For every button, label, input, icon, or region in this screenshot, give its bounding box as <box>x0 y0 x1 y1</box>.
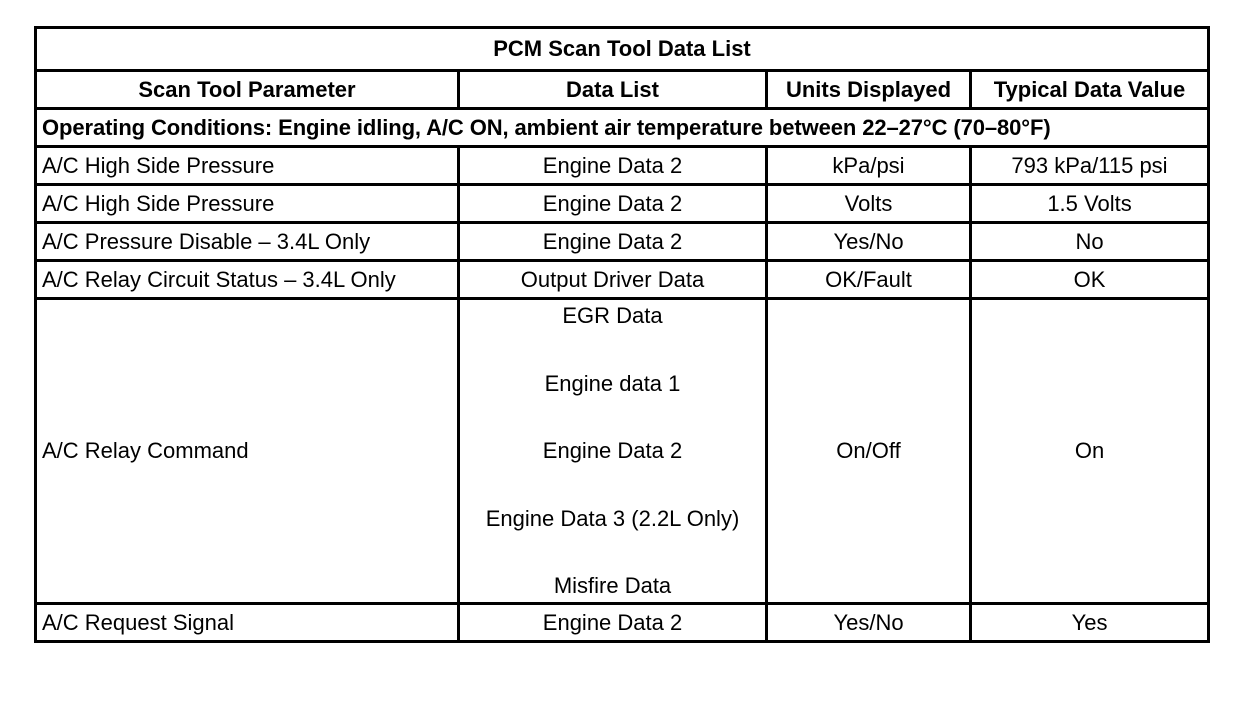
cell-data-list: Output Driver Data <box>459 261 767 299</box>
cell-data-list: Engine Data 2 <box>459 604 767 642</box>
cell-parameter: A/C Pressure Disable – 3.4L Only <box>36 223 459 261</box>
cell-units: Yes/No <box>767 223 971 261</box>
cell-typical-value: No <box>971 223 1209 261</box>
cell-data-list: Engine Data 2 <box>459 223 767 261</box>
table-row <box>36 147 1209 185</box>
cell-units: kPa/psi <box>767 147 971 185</box>
table-row <box>36 261 1209 299</box>
cell-units: OK/Fault <box>767 261 971 299</box>
table-row <box>36 223 1209 261</box>
cell-parameter: A/C High Side Pressure <box>36 147 459 185</box>
table-header-row <box>36 71 1209 109</box>
cell-units: Volts <box>767 185 971 223</box>
data-list-item: EGR Data <box>562 303 663 328</box>
operating-conditions-row <box>36 109 1209 147</box>
cell-data-list: Engine Data 2 <box>459 185 767 223</box>
cell-units: On/Off <box>767 299 971 604</box>
header-typical-data-value: Typical Data Value <box>971 71 1209 109</box>
table-row <box>36 185 1209 223</box>
table-title-row <box>36 28 1209 71</box>
cell-parameter: A/C High Side Pressure <box>36 185 459 223</box>
header-data-list: Data List <box>459 71 767 109</box>
cell-parameter: A/C Relay Command <box>36 299 459 604</box>
table-title: PCM Scan Tool Data List <box>36 28 1209 71</box>
table-row <box>36 299 1209 604</box>
header-units-displayed: Units Displayed <box>767 71 971 109</box>
data-list-item: Misfire Data <box>553 573 672 598</box>
data-list-item: Engine Data 2 <box>542 438 683 463</box>
operating-conditions: Operating Conditions: Engine idling, A/C ON, ambient air temperature between 22–27°C (70–80°F) <box>36 109 1209 147</box>
cell-typical-value: On <box>971 299 1209 604</box>
data-list-stack <box>465 303 760 599</box>
cell-data-list-multi <box>459 299 767 604</box>
header-scan-tool-parameter: Scan Tool Parameter <box>36 71 459 109</box>
pcm-scan-tool-table <box>34 26 1210 643</box>
cell-parameter: A/C Relay Circuit Status – 3.4L Only <box>36 261 459 299</box>
table-row <box>36 604 1209 642</box>
data-list-item: Engine Data 3 (2.2L Only) <box>485 505 740 531</box>
cell-data-list: Engine Data 2 <box>459 147 767 185</box>
cell-units: Yes/No <box>767 604 971 642</box>
cell-typical-value: Yes <box>971 604 1209 642</box>
data-list-item: Engine data 1 <box>544 370 681 396</box>
cell-typical-value: OK <box>971 261 1209 299</box>
cell-typical-value: 793 kPa/115 psi <box>971 147 1209 185</box>
cell-parameter: A/C Request Signal <box>36 604 459 642</box>
cell-typical-value: 1.5 Volts <box>971 185 1209 223</box>
